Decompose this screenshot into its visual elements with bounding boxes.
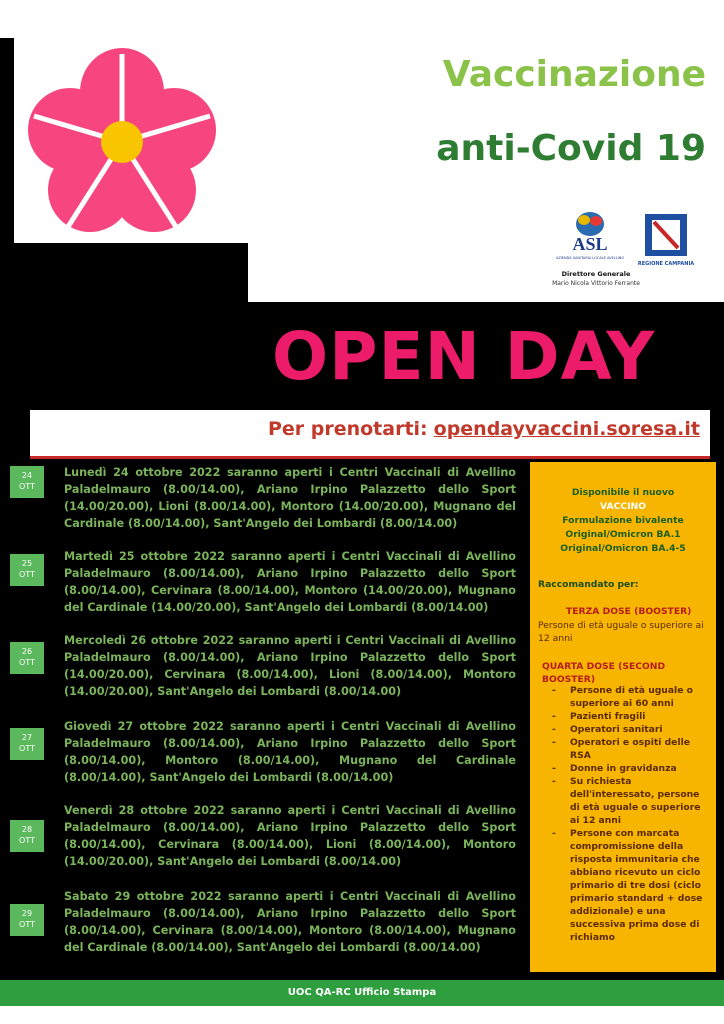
list-item: - Pazienti fragili	[544, 710, 710, 723]
variant-ba45: Original/Omicron BA.4-5	[560, 543, 686, 554]
badge-month: OTT	[19, 744, 35, 753]
badge-day: 29	[21, 909, 33, 918]
asl-logo-subtext: AZIENDA SANITARIA LOCALE AVELLINO	[555, 256, 625, 260]
title-anti-covid: anti-Covid 19	[436, 128, 706, 169]
footer-bar	[0, 980, 724, 1006]
list-item: - Donne in gravidanza	[544, 762, 710, 775]
regione-campania-logo	[637, 212, 695, 270]
list-item: - Su richiesta dell'interessato, persone di età uguale o superiore ai 12 anni	[544, 775, 710, 827]
regione-logo-text: REGIONE CAMPANIA	[637, 261, 695, 267]
date-badge	[10, 728, 44, 760]
flower-icon	[22, 42, 222, 237]
logos-block	[548, 208, 708, 298]
asl-logo-text: ASL	[572, 234, 608, 254]
badge-day: 24	[21, 471, 33, 480]
date-badge	[10, 642, 44, 674]
booking-label: Per prenotarti:	[267, 418, 428, 440]
third-dose-title: TERZA DOSE (BOOSTER)	[566, 606, 692, 617]
title-vaccinazione: Vaccinazione	[442, 54, 706, 95]
badge-day: 27	[21, 733, 33, 742]
fourth-dose-list	[544, 684, 710, 944]
booking-link[interactable]: opendayvaccini.soresa.it	[433, 418, 700, 440]
vaccine-label: VACCINO	[600, 501, 646, 512]
third-dose-description: Persone di età uguale o superiore ai 12 anni	[538, 620, 704, 644]
badge-day: 25	[21, 559, 33, 568]
entry-text: Mercoledì 26 ottobre 2022 saranno aperti i Centri Vaccinali di Avellino Paladelmauro (8.00/14.00), Ariano Irpino Palazzetto dello Sport (14.00/20.00), Cervinara (8.00/14.00), Lioni (8.00/14.00), Montoro (14.00/20.00), Sant'Angelo dei Lombardi (8.00/14.00)	[64, 634, 516, 698]
entry-text: Sabato 29 ottobre 2022 saranno aperti i Centri Vaccinali di Avellino Paladelmauro (8.00/14.00), Ariano Irpino Palazzetto dello Sport (8.00/14.00), Cervinara (8.00/14.00), Montoro (8.00/14.00), Mugnano del Cardinale (8.00/14.00), Sant'Angelo dei Lombardi (8.00/14.00)	[64, 890, 516, 954]
entry-text: Lunedì 24 ottobre 2022 saranno aperti i Centri Vaccinali di Avellino Paladelmauro (8.00/14.00), Ariano Irpino Palazzetto dello Sport (14.00/20.00), Lioni (8.00/14.00), Montoro (14.00/20.00), Mugnano del Cardinale (8.00/14.00), Sant'Angelo dei Lombardi (8.00/14.00)	[64, 466, 516, 530]
list-item: - Persone di età uguale o superiore ai 60 anni	[544, 684, 710, 710]
formulation-text: Formulazione bivalente	[562, 515, 684, 526]
badge-month: OTT	[19, 658, 35, 667]
open-day-title: OPEN DAY	[272, 318, 656, 395]
date-badge	[10, 466, 44, 498]
badge-month: OTT	[19, 920, 35, 929]
asl-logo	[555, 210, 625, 262]
recommended-label: Raccomandato per:	[538, 579, 639, 590]
entry-text: Venerdì 28 ottobre 2022 saranno aperti i Centri Vaccinali di Avellino Paladelmauro (8.00/14.00), Ariano Irpino Palazzetto dello Sport (8.00/14.00), Cervinara (8.00/14.00), Lioni (8.00/14.00), Montoro (14.00/20.00), Sant'Angelo dei Lombardi (8.00/14.00)	[64, 804, 516, 868]
director-label: Direttore Generale	[561, 270, 631, 278]
variant-ba1: Original/Omicron BA.1	[565, 529, 681, 540]
vaccine-info-panel	[530, 462, 716, 972]
badge-month: OTT	[19, 836, 35, 845]
fourth-dose-title: QUARTA DOSE (SECOND BOOSTER)	[542, 661, 666, 685]
badge-day: 28	[21, 825, 33, 834]
date-badge	[10, 820, 44, 852]
list-item: - Persone con marcata compromissione della risposta immunitaria che abbiano ricevuto un ciclo primario di tre dosi (ciclo primario standard + dose addizionale) e una successiva prima dose di richiamo	[544, 827, 710, 944]
available-text: Disponibile il nuovo	[571, 487, 675, 498]
footer-text: UOC QA-RC Ufficio Stampa	[287, 987, 437, 998]
badge-month: OTT	[19, 570, 35, 579]
director-name: Mario Nicola Vittorio Ferrante	[552, 280, 640, 287]
entry-text: Martedì 25 ottobre 2022 saranno aperti i Centri Vaccinali di Avellino Paladelmauro (8.00/14.00), Ariano Irpino Palazzetto dello Sport (8.00/14.00), Cervinara (8.00/14.00), Montoro (14.00/20.00), Mugnano del Cardinale (14.00/20.00), Sant'Angelo dei Lombardi (8.00/14.00)	[64, 550, 516, 614]
list-item: - Operatori e ospiti delle RSA	[544, 736, 710, 762]
date-badge	[10, 904, 44, 936]
badge-month: OTT	[19, 482, 35, 491]
entry-text: Giovedì 27 ottobre 2022 saranno aperti i Centri Vaccinali di Avellino Paladelmauro (8.00/14.00), Ariano Irpino Palazzetto dello Sport (8.00/14.00), Montoro (8.00/14.00), Mugnano del Cardinale (8.00/14.00), Sant'Angelo dei Lombardi (8.00/14.00)	[64, 720, 516, 784]
booking-banner	[30, 410, 710, 459]
badge-day: 26	[21, 647, 33, 656]
list-item: - Operatori sanitari	[544, 723, 710, 736]
date-badge	[10, 554, 44, 586]
